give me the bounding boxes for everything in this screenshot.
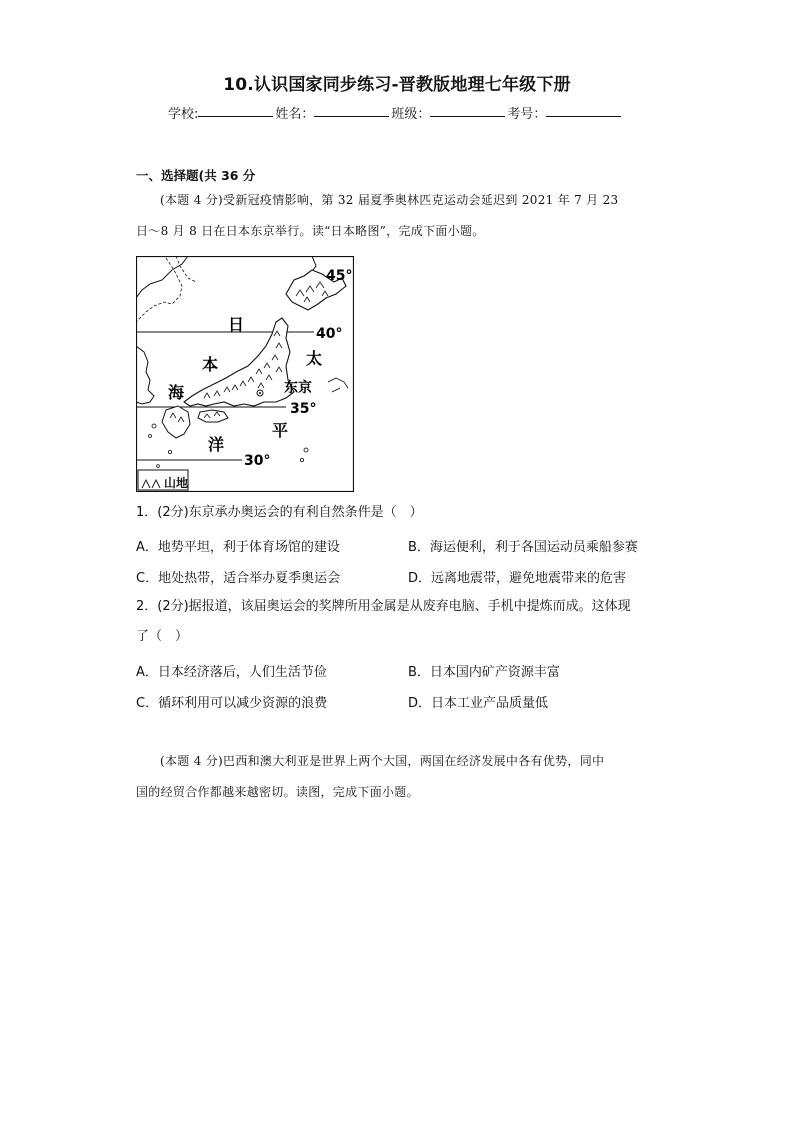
exam-number-blank xyxy=(546,103,621,117)
name-blank xyxy=(314,103,389,117)
map-label-ben: 本 xyxy=(202,355,219,374)
school-label: 学校: xyxy=(168,107,199,122)
question-2-option-b[interactable]: B．日本国内矿产资源丰富 xyxy=(408,665,560,680)
map-label-tokyo: 东京 xyxy=(284,380,312,396)
group1-intro-line1: (本题 4 分)受新冠疫情影响，第 32 届夏季奥林匹克运动会延迟到 2021 年 7 月 23 xyxy=(160,193,619,207)
group2-intro-line2: 国的经贸合作都越来越密切。读图，完成下面小题。 xyxy=(136,785,419,799)
page-title: 10.认识国家同步练习-晋教版地理七年级下册 xyxy=(223,75,571,95)
exam-number-label: 考号： xyxy=(507,107,547,122)
latitude-label-30: 30° xyxy=(244,453,271,469)
school-blank xyxy=(198,103,273,117)
question-2-stem-line2: 了（ ） xyxy=(136,629,189,644)
map-label-ri: 日 xyxy=(228,315,245,334)
question-1-stem: 1．(2分)东京承办奥运会的有利自然条件是（ ） xyxy=(136,505,423,520)
group1-intro xyxy=(136,185,660,247)
question-1-option-a[interactable]: A．地势平坦，利于体育场馆的建设 xyxy=(136,540,340,555)
question-1-option-b[interactable]: B．海运便利，利于各国运动员乘船参赛 xyxy=(408,540,638,555)
question-2-option-d[interactable]: D．日本工业产品质量低 xyxy=(408,696,549,711)
latitude-label-40: 40° xyxy=(316,326,343,342)
map-label-ping: 平 xyxy=(272,421,289,440)
question-2-stem xyxy=(136,592,666,652)
class-blank xyxy=(430,103,505,117)
map-label-hai: 海 xyxy=(168,383,185,402)
group2-intro xyxy=(136,746,660,808)
group2-intro-line1: (本题 4 分)巴西和澳大利亚是世界上两个大国，两国在经济发展中各有优势，同中 xyxy=(160,754,605,768)
question-2-option-a[interactable]: A．日本经济落后，人们生活节俭 xyxy=(136,665,327,680)
latitude-label-45: 45° xyxy=(326,268,353,284)
map-label-tai: 太 xyxy=(306,349,323,368)
question-2-option-c[interactable]: C．循环利用可以减少资源的浪费 xyxy=(136,696,328,711)
class-label: 班级： xyxy=(391,107,431,122)
question-1-option-c[interactable]: C．地处热带，适合举办夏季奥运会 xyxy=(136,571,341,586)
name-label: 姓名： xyxy=(275,107,315,122)
mountain-legend-label: 山地 xyxy=(164,476,189,490)
question-1-option-d[interactable]: D．远离地震带，避免地震带来的危害 xyxy=(408,571,627,586)
question-2-stem-line1: 2．(2分)据报道，该届奥运会的奖牌所用金属是从废弃电脑、手机中提炼而成。这体现 xyxy=(136,599,631,614)
latitude-label-35: 35° xyxy=(290,401,317,417)
group1-intro-line2: 日～8 月 8 日在日本东京举行。读“日本略图”，完成下面小题。 xyxy=(136,224,485,238)
map-label-yang: 洋 xyxy=(208,435,225,454)
student-info-row xyxy=(168,103,623,122)
section-heading: 一、选择题(共 36 分 xyxy=(136,168,256,183)
japan-map xyxy=(136,256,354,492)
